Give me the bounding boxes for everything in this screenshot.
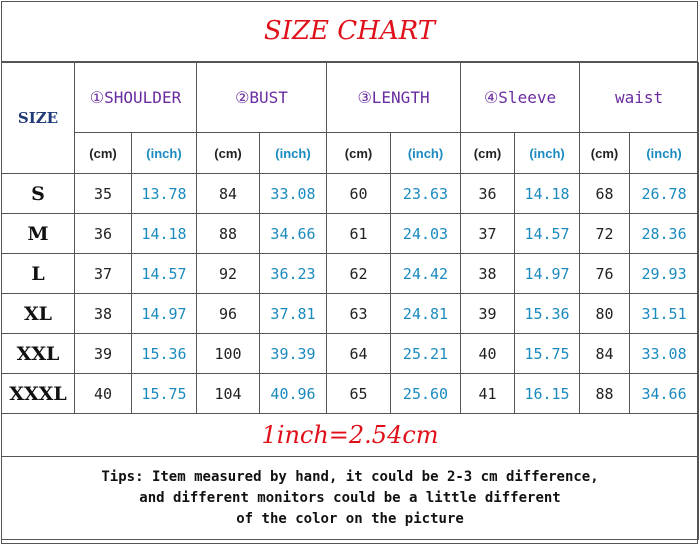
inch-value: 13.78 <box>132 174 197 214</box>
inch-value: 33.08 <box>630 334 699 374</box>
size-label: XXXL <box>2 374 75 414</box>
inch-value: 14.18 <box>132 214 197 254</box>
cm-value: 63 <box>327 294 391 334</box>
cm-value: 60 <box>327 174 391 214</box>
cm-value: 35 <box>75 174 132 214</box>
inch-value: 24.81 <box>391 294 461 334</box>
unit-cm: (cm) <box>580 133 630 174</box>
cm-value: 88 <box>580 374 630 414</box>
group-shoulder: ①SHOULDER <box>75 63 197 133</box>
cm-value: 39 <box>75 334 132 374</box>
cm-value: 41 <box>461 374 515 414</box>
inch-value: 28.36 <box>630 214 699 254</box>
cm-value: 76 <box>580 254 630 294</box>
cm-value: 38 <box>75 294 132 334</box>
group-waist: waist <box>580 63 699 133</box>
size-column-header: SIZE <box>2 63 75 174</box>
inch-value: 34.66 <box>260 214 327 254</box>
cm-value: 61 <box>327 214 391 254</box>
cm-value: 84 <box>197 174 260 214</box>
cm-value: 37 <box>461 214 515 254</box>
cm-value: 88 <box>197 214 260 254</box>
inch-value: 39.39 <box>260 334 327 374</box>
cm-value: 68 <box>580 174 630 214</box>
inch-value: 25.60 <box>391 374 461 414</box>
group-length: ③LENGTH <box>327 63 461 133</box>
cm-value: 92 <box>197 254 260 294</box>
cm-value: 39 <box>461 294 515 334</box>
cm-value: 38 <box>461 254 515 294</box>
cm-value: 65 <box>327 374 391 414</box>
unit-inch: (inch) <box>630 133 699 174</box>
unit-inch: (inch) <box>260 133 327 174</box>
inch-value: 24.42 <box>391 254 461 294</box>
inch-value: 26.78 <box>630 174 699 214</box>
tips-line: of the color on the picture <box>236 510 464 527</box>
inch-value: 25.21 <box>391 334 461 374</box>
inch-value: 14.57 <box>515 214 580 254</box>
cm-value: 80 <box>580 294 630 334</box>
unit-cm: (cm) <box>75 133 132 174</box>
cm-value: 84 <box>580 334 630 374</box>
inch-value: 34.66 <box>630 374 699 414</box>
inch-value: 14.57 <box>132 254 197 294</box>
cm-value: 100 <box>197 334 260 374</box>
inch-value: 14.18 <box>515 174 580 214</box>
chart-title: SIZE CHART <box>1 1 698 62</box>
inch-value: 40.96 <box>260 374 327 414</box>
unit-cm: (cm) <box>197 133 260 174</box>
cm-value: 40 <box>461 334 515 374</box>
unit-inch: (inch) <box>132 133 197 174</box>
cm-value: 96 <box>197 294 260 334</box>
cm-value: 62 <box>327 254 391 294</box>
inch-value: 29.93 <box>630 254 699 294</box>
inch-value: 15.75 <box>515 334 580 374</box>
unit-inch: (inch) <box>391 133 461 174</box>
inch-value: 14.97 <box>132 294 197 334</box>
group-bust: ②BUST <box>197 63 327 133</box>
inch-value: 31.51 <box>630 294 699 334</box>
tips-line: and different monitors could be a little different <box>139 489 561 506</box>
size-label: M <box>2 214 75 254</box>
conversion-note: 1inch=2.54cm <box>2 414 699 457</box>
cm-value: 40 <box>75 374 132 414</box>
cm-value: 36 <box>75 214 132 254</box>
tips-line: Tips: Item measured by hand, it could be 2-3 cm difference, <box>101 468 599 485</box>
unit-cm: (cm) <box>461 133 515 174</box>
inch-value: 24.03 <box>391 214 461 254</box>
inch-value: 15.75 <box>132 374 197 414</box>
cm-value: 72 <box>580 214 630 254</box>
outer-frame <box>1 1 698 544</box>
size-label: L <box>2 254 75 294</box>
cm-value: 64 <box>327 334 391 374</box>
inch-value: 36.23 <box>260 254 327 294</box>
inch-value: 23.63 <box>391 174 461 214</box>
size-label: XL <box>2 294 75 334</box>
group-sleeve: ④Sleeve <box>461 63 580 133</box>
size-label: XXL <box>2 334 75 374</box>
inch-value: 37.81 <box>260 294 327 334</box>
size-label: S <box>2 174 75 214</box>
inch-value: 14.97 <box>515 254 580 294</box>
inch-value: 33.08 <box>260 174 327 214</box>
unit-cm: (cm) <box>327 133 391 174</box>
inch-value: 16.15 <box>515 374 580 414</box>
inch-value: 15.36 <box>515 294 580 334</box>
cm-value: 37 <box>75 254 132 294</box>
inch-value: 15.36 <box>132 334 197 374</box>
cm-value: 36 <box>461 174 515 214</box>
unit-inch: (inch) <box>515 133 580 174</box>
cm-value: 104 <box>197 374 260 414</box>
